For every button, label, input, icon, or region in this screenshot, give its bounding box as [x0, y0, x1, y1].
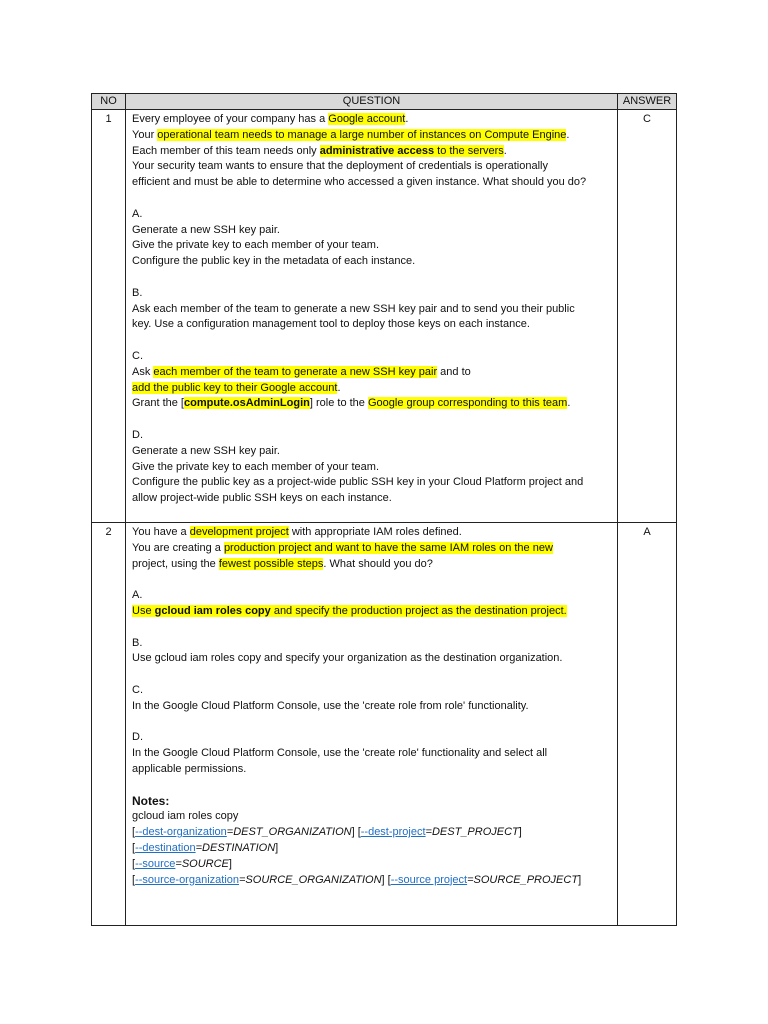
highlighted-text: to the servers	[434, 144, 504, 157]
notes-line: gcloud iam roles copy	[132, 810, 239, 823]
spacer	[132, 412, 611, 428]
question-line	[132, 557, 611, 573]
option-line: applicable permissions.	[132, 762, 247, 775]
table-row	[92, 110, 677, 523]
question-line	[132, 144, 611, 160]
text-span: You are creating a	[132, 541, 224, 554]
notes-line	[132, 841, 611, 857]
flag-value: =DEST_ORGANIZATION	[226, 826, 352, 839]
highlighted-text: production project and want to have the same IAM roles on the new	[223, 541, 553, 554]
source-link[interactable]: --source	[135, 857, 176, 870]
text-span: with appropriate IAM roles defined.	[288, 526, 462, 538]
text-span: . What should you do?	[323, 557, 433, 570]
question-number: 1	[92, 110, 126, 523]
option-label: B.	[132, 636, 143, 649]
option-line: key. Use a configuration management tool to deploy those keys on each instance.	[132, 318, 530, 331]
option-label: A.	[132, 589, 143, 602]
option-label: D.	[132, 428, 143, 441]
highlighted-text: and specify the production project as the destination project.	[270, 604, 567, 617]
spacer	[132, 333, 611, 349]
option-line	[132, 396, 611, 412]
highlighted-text: Google group corresponding to this team	[367, 397, 568, 410]
bracket-text: [	[132, 857, 136, 870]
table-header-row	[92, 94, 677, 110]
highlighted-bold-text: gcloud iam roles copy	[154, 604, 271, 617]
text-span: Every employee of your company has a	[132, 113, 329, 125]
notes-line	[132, 873, 611, 889]
option-line: Ask each member of the team to generate a new SSH key pair and to send you their public	[132, 302, 575, 315]
option-line: Configure the public key as a project-wide public SSH key in your Cloud Platform project and	[132, 476, 584, 489]
bracket-text: ]	[275, 841, 279, 854]
highlighted-text: Use	[132, 604, 155, 617]
dest-project-link[interactable]: --dest-project	[360, 826, 426, 839]
notes-line	[132, 857, 611, 873]
option-line: Configure the public key in the metadata of each instance.	[132, 255, 416, 268]
text-span: Ask	[132, 365, 154, 378]
destination-link[interactable]: --destination	[135, 841, 196, 854]
spacer	[132, 667, 611, 683]
option-line: Give the private key to each member of your team.	[132, 239, 380, 252]
text-span: .	[337, 381, 341, 394]
question-line: efficient and must be able to determine who accessed a given instance. What should you do?	[132, 176, 587, 189]
bracket-text: [	[132, 826, 136, 839]
text-span: .	[566, 128, 570, 141]
bracket-text: ]	[228, 857, 232, 870]
text-span: Grant the [	[132, 397, 184, 410]
option-line: allow project-wide public SSH keys on each instance.	[132, 492, 392, 505]
highlighted-text: development project	[189, 526, 289, 538]
bracket-text: ]	[518, 826, 522, 839]
text-span: project, using the	[132, 557, 219, 570]
highlighted-text: operational team needs to manage a large number of instances on Compute Engine	[157, 128, 567, 141]
option-line	[132, 365, 611, 381]
option-line: In the Google Cloud Platform Console, use the 'create role' functionality and select all	[132, 747, 548, 760]
question-line	[132, 541, 611, 557]
flag-value: =DEST_PROJECT	[425, 826, 519, 839]
text-span: .	[405, 113, 409, 125]
question-line	[132, 112, 611, 128]
option-line: Use gcloud iam roles copy and specify your organization as the destination organization.	[132, 652, 563, 665]
header-answer: ANSWER	[618, 94, 677, 110]
option-label: C.	[132, 349, 143, 362]
highlighted-text: each member of the team to generate a new SSH key pair	[153, 365, 438, 378]
spacer	[132, 572, 611, 588]
question-answer-table	[91, 93, 677, 926]
option-label: D.	[132, 731, 143, 744]
flag-value: =SOURCE_PROJECT	[467, 873, 579, 886]
question-line: Your security team wants to ensure that the deployment of credentials is operationally	[132, 160, 548, 173]
bracket-text: [	[132, 841, 136, 854]
answer-value: C	[618, 110, 677, 523]
table-row	[92, 523, 677, 926]
flag-value: =SOURCE_ORGANIZATION	[239, 873, 382, 886]
source-project-link[interactable]: --source project	[390, 873, 468, 886]
option-line: Generate a new SSH key pair.	[132, 444, 280, 457]
question-text-cell	[126, 110, 618, 523]
spacer	[132, 270, 611, 286]
option-label: A.	[132, 207, 143, 220]
text-span: .	[567, 397, 571, 410]
question-line	[132, 128, 611, 144]
text-span: Each member of this team needs only	[132, 144, 320, 157]
text-span: Your	[132, 128, 158, 141]
highlighted-text: fewest possible steps	[218, 557, 324, 570]
notes-line	[132, 825, 611, 841]
bracket-text: [	[132, 873, 136, 886]
flag-value: =SOURCE	[175, 857, 229, 870]
header-question: QUESTION	[126, 94, 618, 110]
option-line: Give the private key to each member of your team.	[132, 460, 380, 473]
text-span: and to	[437, 365, 471, 378]
question-number: 2	[92, 523, 126, 926]
option-line	[132, 381, 611, 397]
dest-organization-link[interactable]: --dest-organization	[135, 826, 227, 839]
text-span: .	[503, 144, 507, 157]
question-line	[132, 525, 611, 541]
spacer	[132, 620, 611, 636]
question-text-cell	[126, 523, 618, 926]
bracket-text: ] [	[381, 873, 391, 886]
spacer	[132, 778, 611, 794]
option-line	[132, 604, 611, 620]
bracket-text: ] [	[351, 826, 361, 839]
spacer	[132, 191, 611, 207]
spacer	[132, 715, 611, 731]
header-no: NO	[92, 94, 126, 110]
notes-title: Notes:	[132, 793, 170, 808]
flag-value: =DESTINATION	[195, 841, 276, 854]
highlighted-text: Google account	[328, 113, 406, 125]
bracket-text: ]	[578, 873, 582, 886]
option-label: C.	[132, 683, 143, 696]
answer-value: A	[618, 523, 677, 926]
option-line: In the Google Cloud Platform Console, use the 'create role from role' functionality.	[132, 699, 529, 712]
highlighted-bold-text: administrative access	[319, 144, 435, 157]
text-span: ] role to the	[309, 397, 368, 410]
option-label: B.	[132, 286, 143, 299]
highlighted-text: add the public key to their Google account	[132, 381, 338, 394]
highlighted-bold-text: compute.osAdminLogin	[183, 397, 310, 410]
option-line: Generate a new SSH key pair.	[132, 223, 280, 236]
text-span: You have a	[132, 526, 190, 538]
source-organization-link[interactable]: --source-organization	[135, 873, 239, 886]
